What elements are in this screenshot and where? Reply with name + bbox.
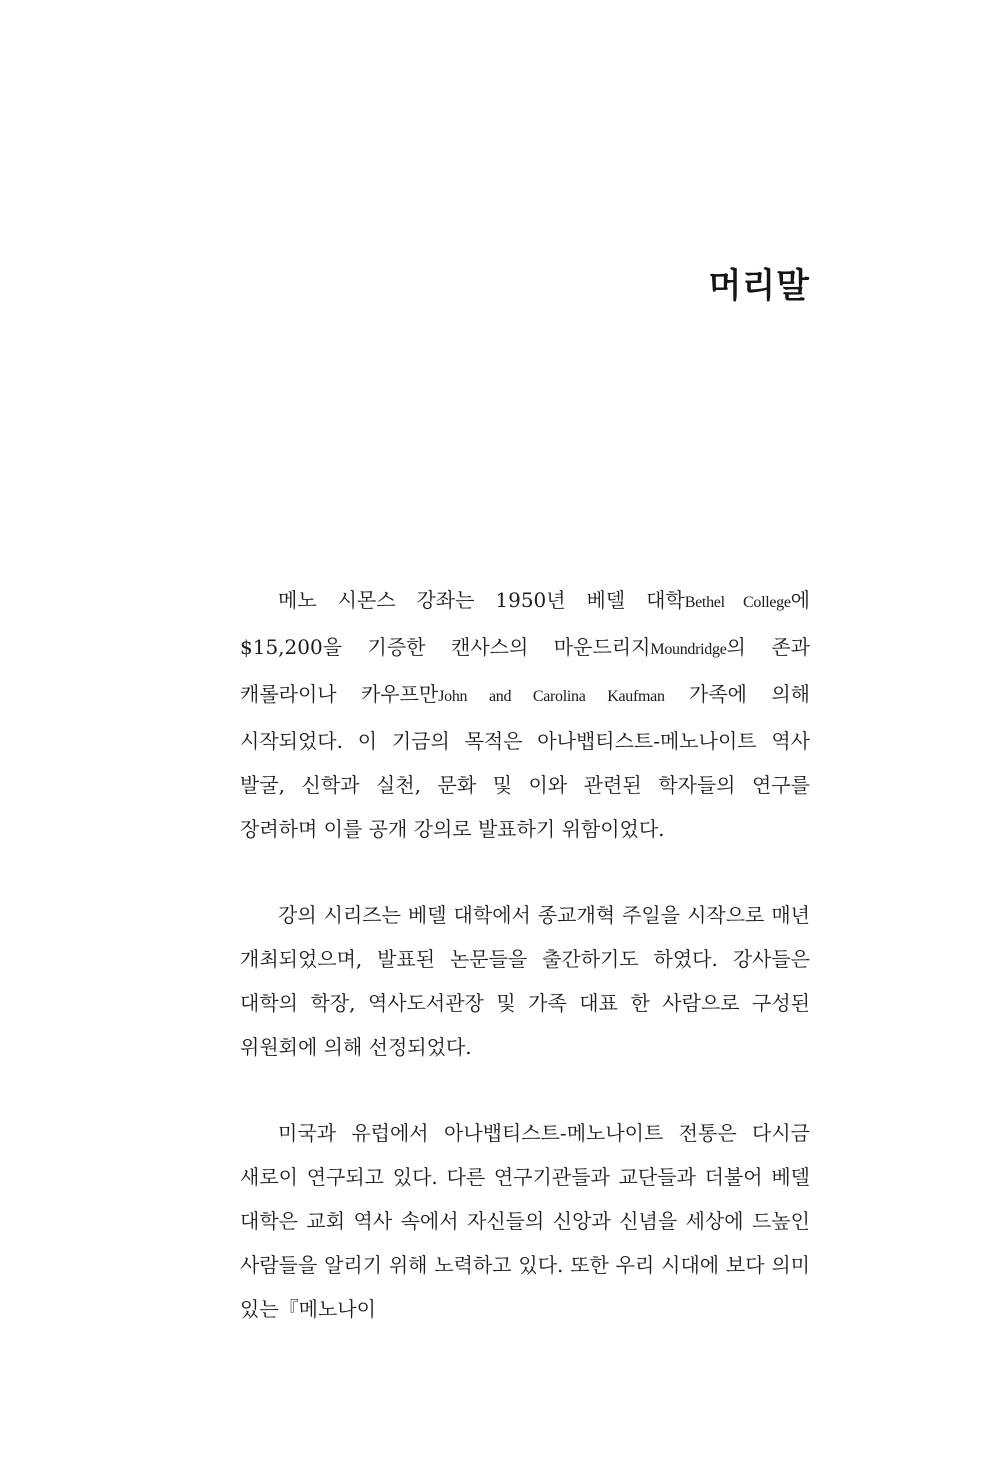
paragraph-1	[240, 578, 810, 851]
paragraph-2	[240, 893, 810, 1069]
body-text	[240, 578, 810, 1331]
text-run: 에 $15,200을 기증한 캔사스의 마운드리지	[240, 588, 810, 659]
text-run: 의 존과 캐롤라이나 카우프만	[240, 635, 810, 706]
latin-term: Bethel College	[684, 594, 791, 611]
text-run: 강의 시리즈는 베델 대학에서 종교개혁 주일을 시작으로 매년 개최되었으며, 발표된 논문들을 출간하기도 하였다. 강사들은 대학의 학장, 역사도서관장 및 가족 대표 한 사람으로 구성된 위원회에 의해 선정되었다.	[240, 903, 810, 1059]
text-run: 미국과 유럽에서 아나뱁티스트-메노나이트 전통은 다시금 새로이 연구되고 있다. 다른 연구기관들과 교단들과 더불어 베델 대학은 교회 역사 속에서 자신들의 신앙과 신념을 세상에 드높인 사람들을 알리기 위해 노력하고 있다. 또한 우리 시대에 보다 의미 있는『메노나이	[240, 1121, 810, 1321]
latin-term: John and Carolina Kaufman	[438, 688, 665, 705]
text-run: 메노 시몬스 강좌는 1950년 베델 대학	[278, 588, 685, 612]
text-run: 가족에 의해 시작되었다. 이 기금의 목적은 아나뱁티스트-메노나이트 역사 발굴, 신학과 실천, 문화 및 이와 관련된 학자들의 연구를 장려하며 이를 공개 강의로 발표하기 위함이었다.	[240, 682, 810, 841]
latin-term: Moundridge	[650, 641, 727, 658]
chapter-title: 머리말	[708, 266, 810, 306]
paragraph-3	[240, 1111, 810, 1331]
